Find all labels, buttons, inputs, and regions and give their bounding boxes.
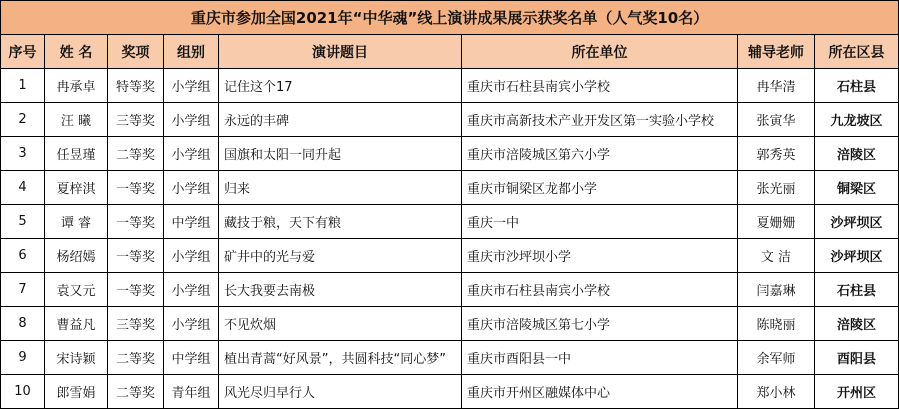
cell-topic: 风光尽归早行人: [219, 375, 462, 409]
header-no: 序号: [1, 35, 45, 69]
cell-district: 沙坪坝区: [815, 205, 899, 239]
cell-name: 汪 曦: [45, 103, 108, 137]
table-row: [1, 205, 899, 239]
cell-teacher: 夏姗姗: [738, 205, 815, 239]
header-district: 所在区县: [815, 35, 899, 69]
cell-teacher: 张寅华: [738, 103, 815, 137]
cell-award: 三等奖: [108, 307, 164, 341]
header-topic: 演讲题目: [219, 35, 462, 69]
cell-no: 3: [1, 137, 45, 171]
cell-group: 小学组: [164, 69, 219, 103]
header-unit: 所在单位: [462, 35, 738, 69]
cell-name: 曹益凡: [45, 307, 108, 341]
cell-district: 石柱县: [815, 273, 899, 307]
header-name: 姓 名: [45, 35, 108, 69]
cell-unit: 重庆市石柱县南宾小学校: [462, 69, 738, 103]
cell-topic: 记住这个17: [219, 69, 462, 103]
cell-topic: 不见炊烟: [219, 307, 462, 341]
table-row: [1, 137, 899, 171]
cell-award: 一等奖: [108, 171, 164, 205]
title-row: [1, 1, 899, 35]
table-row: [1, 103, 899, 137]
cell-no: 2: [1, 103, 45, 137]
cell-topic: 归来: [219, 171, 462, 205]
cell-topic: 永远的丰碑: [219, 103, 462, 137]
cell-name: 冉承卓: [45, 69, 108, 103]
cell-name: 杨绍嫣: [45, 239, 108, 273]
cell-group: 小学组: [164, 103, 219, 137]
cell-teacher: 郑小林: [738, 375, 815, 409]
cell-no: 10: [1, 375, 45, 409]
cell-district: 涪陵区: [815, 307, 899, 341]
cell-topic: 矿井中的光与爱: [219, 239, 462, 273]
cell-name: 任昱瑾: [45, 137, 108, 171]
table-row: [1, 239, 899, 273]
cell-unit: 重庆市石柱县南宾小学校: [462, 273, 738, 307]
cell-award: 二等奖: [108, 137, 164, 171]
cell-unit: 重庆市涪陵城区第六小学: [462, 137, 738, 171]
header-teacher: 辅导老师: [738, 35, 815, 69]
cell-unit: 重庆市涪陵城区第七小学: [462, 307, 738, 341]
cell-district: 沙坪坝区: [815, 239, 899, 273]
cell-group: 中学组: [164, 341, 219, 375]
cell-topic: 藏技于粮，天下有粮: [219, 205, 462, 239]
cell-award: 三等奖: [108, 103, 164, 137]
cell-no: 1: [1, 69, 45, 103]
table-row: [1, 69, 899, 103]
cell-topic: 植出青蒿“好风景”，共圆科技“同心梦”: [219, 341, 462, 375]
cell-name: 谭 睿: [45, 205, 108, 239]
cell-group: 小学组: [164, 137, 219, 171]
cell-award: 二等奖: [108, 341, 164, 375]
cell-unit: 重庆市酉阳县一中: [462, 341, 738, 375]
cell-unit: 重庆市沙坪坝小学: [462, 239, 738, 273]
table-row: [1, 273, 899, 307]
cell-unit: 重庆一中: [462, 205, 738, 239]
cell-name: 袁又元: [45, 273, 108, 307]
cell-district: 石柱县: [815, 69, 899, 103]
cell-no: 8: [1, 307, 45, 341]
cell-award: 二等奖: [108, 375, 164, 409]
table-body: [1, 69, 899, 409]
table-row: [1, 341, 899, 375]
cell-name: 夏梓淇: [45, 171, 108, 205]
cell-group: 小学组: [164, 307, 219, 341]
cell-group: 小学组: [164, 239, 219, 273]
table-title: 重庆市参加全国2021年“中华魂”线上演讲成果展示获奖名单（人气奖10名）: [1, 1, 899, 35]
cell-teacher: 文 洁: [738, 239, 815, 273]
header-award: 奖项: [108, 35, 164, 69]
table-row: [1, 307, 899, 341]
cell-no: 6: [1, 239, 45, 273]
cell-unit: 重庆市高新技术产业开发区第一实验小学校: [462, 103, 738, 137]
cell-district: 酉阳县: [815, 341, 899, 375]
header-row: [1, 35, 899, 69]
cell-unit: 重庆市铜梁区龙都小学: [462, 171, 738, 205]
cell-group: 中学组: [164, 205, 219, 239]
cell-group: 小学组: [164, 171, 219, 205]
cell-name: 宋诗颖: [45, 341, 108, 375]
cell-topic: 长大我要去南极: [219, 273, 462, 307]
cell-no: 7: [1, 273, 45, 307]
cell-teacher: 冉华清: [738, 69, 815, 103]
cell-group: 小学组: [164, 273, 219, 307]
cell-unit: 重庆市开州区融媒体中心: [462, 375, 738, 409]
cell-no: 4: [1, 171, 45, 205]
cell-teacher: 张光丽: [738, 171, 815, 205]
table-row: [1, 171, 899, 205]
cell-district: 涪陵区: [815, 137, 899, 171]
cell-teacher: 闫嘉琳: [738, 273, 815, 307]
cell-district: 铜梁区: [815, 171, 899, 205]
cell-award: 一等奖: [108, 273, 164, 307]
cell-topic: 国旗和太阳一同升起: [219, 137, 462, 171]
cell-award: 特等奖: [108, 69, 164, 103]
cell-no: 9: [1, 341, 45, 375]
cell-award: 一等奖: [108, 205, 164, 239]
cell-no: 5: [1, 205, 45, 239]
cell-group: 青年组: [164, 375, 219, 409]
cell-teacher: 余军师: [738, 341, 815, 375]
cell-teacher: 郭秀英: [738, 137, 815, 171]
table-row: [1, 375, 899, 409]
cell-district: 开州区: [815, 375, 899, 409]
cell-district: 九龙坡区: [815, 103, 899, 137]
cell-award: 一等奖: [108, 239, 164, 273]
header-group: 组别: [164, 35, 219, 69]
cell-teacher: 陈晓丽: [738, 307, 815, 341]
cell-name: 郎雪娟: [45, 375, 108, 409]
